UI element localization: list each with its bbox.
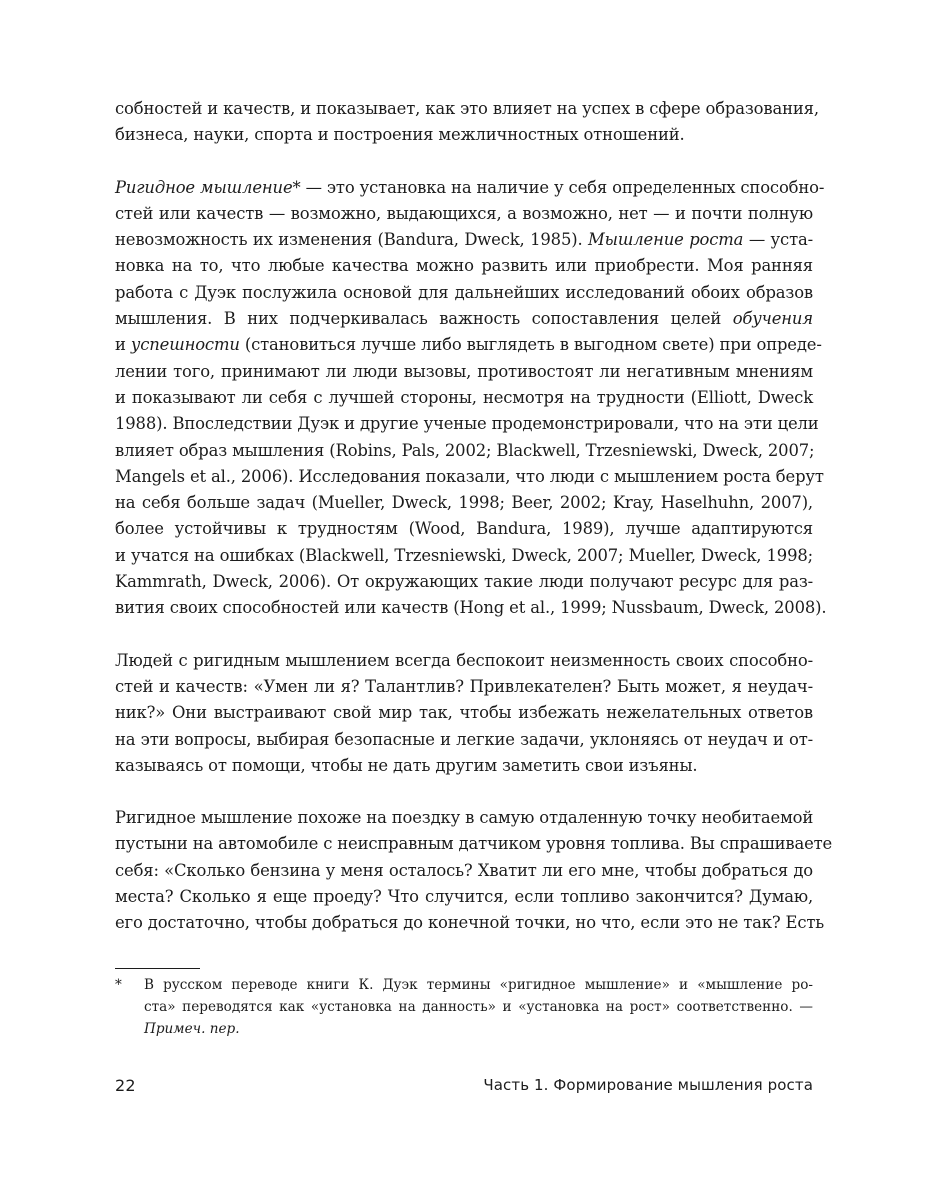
text-line — [115, 884, 813, 910]
text-line — [115, 359, 813, 385]
text-run: — уста- — [743, 230, 814, 250]
text-line — [115, 306, 813, 332]
text-line — [115, 569, 813, 595]
body-text — [115, 96, 833, 963]
text-run: Mangels et al., 2006). Исследования показали, что люди с мышлением роста берут — [115, 466, 824, 486]
footnote-mark: * — [115, 977, 122, 993]
footnote-rule — [115, 968, 200, 969]
text-line — [115, 227, 813, 253]
text-run: * — это установка на наличие у себя определенных способно- — [292, 177, 825, 197]
text-line — [115, 805, 813, 831]
text-run: собностей и качеств, и показывает, как это влияет на успех в сфере образования, — [115, 99, 819, 118]
text-line — [144, 996, 813, 1018]
text-run: стей или качеств — возможно, выдающихся, а возможно, нет — и почти полную — [115, 203, 813, 223]
text-line — [115, 122, 813, 148]
text-run: работа с Дуэк послужила основой для дальнейших исследований обоих образов — [115, 282, 813, 302]
text-line — [115, 595, 827, 621]
text-line — [144, 974, 813, 996]
italic-term: успешности — [130, 335, 240, 355]
text-line — [115, 910, 825, 936]
text-run: невозможность их изменения (Bandura, Dweck, 1985). — [115, 230, 589, 250]
text-run: казываясь от помощи, чтобы не дать другим заметить свои изъяны. — [115, 755, 698, 775]
text-run: (становиться лучше либо выглядеть в выгодном свете) при опреде- — [239, 335, 822, 355]
text-run: на себя больше задач (Mueller, Dweck, 1998; Beer, 2002; Kray, Haselhuhn, 2007), — [115, 493, 813, 513]
text-run: и — [115, 335, 131, 355]
paragraph — [115, 96, 819, 149]
text-run: ник?» Они выстраивают свой мир так, чтобы избежать нежелательных ответов — [115, 703, 813, 723]
text-line — [115, 858, 813, 884]
text-run: мышления. В них подчеркивалась важность сопоставления целей — [115, 309, 733, 329]
text-line — [115, 385, 813, 411]
text-line — [115, 831, 833, 857]
text-run: бизнеса, науки, спорта и построения межличностных отношений. — [115, 125, 685, 145]
text-line — [115, 753, 813, 779]
footnote-text — [144, 974, 813, 1040]
text-line — [115, 96, 819, 122]
text-line — [115, 648, 813, 674]
text-run: и показывают ли себя с лучшей стороны, несмотря на трудности (Elliott, Dweck — [115, 387, 813, 407]
text-line — [115, 727, 813, 753]
text-run: В русском переводе книги К. Дуэк термины «ригидное мышление» и «мышление ро- — [144, 977, 813, 993]
text-line — [115, 411, 819, 437]
text-line — [115, 464, 824, 490]
text-run: его достаточно, чтобы добраться до конечной точки, но что, если это не так? Есть — [115, 913, 825, 933]
page-number: 22 — [115, 1076, 136, 1095]
text-line — [115, 490, 813, 516]
paragraph — [115, 175, 827, 622]
text-line — [115, 332, 822, 358]
text-line — [115, 543, 813, 569]
text-run: стей и качеств: «Умен ли я? Талантлив? Привлекателен? Быть может, я неудач- — [115, 676, 813, 696]
italic-term: Ригидное мышление — [115, 177, 293, 197]
text-run: более устойчивы к трудностям (Wood, Bandura, 1989), лучше адаптируются — [115, 519, 813, 539]
text-run: Ригидное мышление похоже на поездку в самую отдаленную точку необитаемой — [115, 808, 814, 828]
running-head: Часть 1. Формирование мышления роста — [483, 1076, 813, 1094]
text-line — [115, 516, 813, 542]
footnote — [115, 974, 813, 1040]
text-run: лении того, принимают ли люди вызовы, противостоят ли негативным мнениям — [115, 361, 813, 381]
text-run: и учатся на ошибках (Blackwell, Trzesniewski, Dweck, 2007; Mueller, Dweck, 1998; — [115, 545, 813, 565]
text-line — [115, 438, 813, 464]
paragraph — [115, 805, 833, 936]
text-run: ста» переводятся как «установка на данность» и «установка на рост» соответственно. — — [144, 999, 813, 1015]
text-line — [115, 201, 813, 227]
text-line — [115, 674, 813, 700]
text-run: пустыни на автомобиле с неисправным датчиком уровня топлива. Вы спрашиваете — [115, 834, 833, 854]
text-run: места? Сколько я еще проеду? Что случится, если топливо закончится? Думаю, — [115, 887, 813, 907]
italic-term: обучения — [732, 309, 813, 329]
text-line — [115, 175, 825, 201]
text-run: Kammrath, Dweck, 2006). От окружающих такие люди получают ресурс для раз- — [115, 572, 813, 592]
italic-term: Мышление роста — [588, 230, 744, 250]
text-line — [144, 1018, 813, 1040]
text-run: влияет образ мышления (Robins, Pals, 2002; Blackwell, Trzesniewski, Dweck, 2007; — [115, 440, 815, 460]
italic-term: Примеч. пер. — [144, 1021, 240, 1037]
text-run: на эти вопросы, выбирая безопасные и легкие задачи, уклоняясь от неудач и от- — [115, 729, 813, 749]
text-run: себя: «Сколько бензина у меня осталось? Хватит ли его мне, чтобы добраться до — [115, 860, 813, 880]
text-line — [115, 253, 813, 279]
text-run: новка на то, что любые качества можно развить или приобрести. Моя ранняя — [115, 256, 813, 276]
text-run: вития своих способностей или качеств (Hong et al., 1999; Nussbaum, Dweck, 2008). — [115, 598, 827, 618]
text-line — [115, 700, 813, 726]
text-line — [115, 280, 813, 306]
paragraph — [115, 648, 813, 779]
text-run: 1988). Впоследствии Дуэк и другие ученые продемонстрировали, что на эти цели — [115, 414, 819, 434]
text-run: Людей с ригидным мышлением всегда беспокоит неизменность своих способно- — [115, 650, 813, 670]
